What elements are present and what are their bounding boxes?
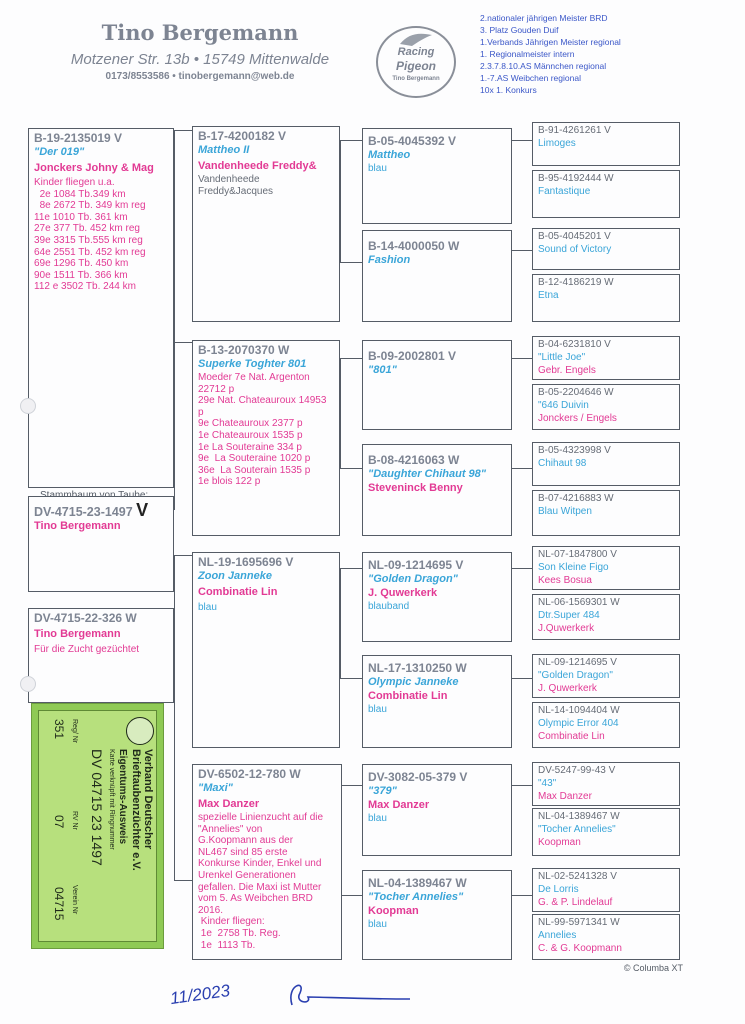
connector-line <box>512 250 532 251</box>
pigeon-name: Son Kleine Figo <box>538 562 609 573</box>
breeder: J. Quwerkerk <box>538 683 597 694</box>
card-subtitle: Karte verknüpft mit Ringnummer <box>108 749 115 850</box>
ring-number: DV-6502-12-780 W <box>198 767 301 781</box>
subject-ring: DV-4715-23-1497 <box>34 505 133 519</box>
grandparent-box <box>192 552 340 748</box>
logo-word-pigeon: Pigeon <box>395 59 436 73</box>
pigeon-name: Zoon Janneke <box>198 570 272 582</box>
connector-line <box>340 140 341 262</box>
feather-color: blau <box>368 704 387 715</box>
connector-line <box>512 678 532 679</box>
ring-number: NL-04-1389467 W <box>368 876 467 890</box>
pigeon-name: Olympic Error 404 <box>538 718 619 729</box>
titles-list <box>480 12 621 96</box>
logo-owner: Tino Bergemann <box>392 76 440 82</box>
pigeon-name: Olympic Janneke <box>368 676 459 688</box>
ring-number: B-14-4000050 W <box>368 239 460 253</box>
ring-number: NL-14-1094404 W <box>538 705 620 716</box>
feather-color: blau <box>368 813 387 824</box>
title-item: 2.nationaler jährigen Meister BRD <box>480 13 608 23</box>
ancestor-box <box>532 762 680 806</box>
ancestor-box <box>532 654 680 698</box>
ancestor-box <box>532 702 680 748</box>
father-offspring-results: Kinder fliegen u.a. 2e 1084 Tb.349 km 8e 2672 Tb. 349 km reg 11e 1010 Tb. 361 km 27e 377 Tb. 452 km reg 39e 3315 Tb.555 km reg 64e 2551 Tb. 452 km reg 69e 1296 Tb. 450 km 90e 1511 Tb. 366 km 112 e 3502 Tb. 244 km <box>34 177 146 293</box>
ancestor-box <box>532 546 680 590</box>
breeder: J.Quwerkerk <box>538 623 595 634</box>
grandparent-box <box>192 340 340 536</box>
software-credit: © Columba XT <box>623 963 683 973</box>
pigeon-name: "646 Duivin <box>538 400 589 411</box>
breeder: Max Danzer <box>368 799 430 811</box>
card-value-verein: 04715 <box>52 887 66 921</box>
father-ring: B-19-2135019 V <box>34 131 123 145</box>
ancestor-box <box>532 274 680 322</box>
ancestor-box <box>532 914 680 960</box>
title-item: 2.3.7.8.10.AS Männchen regional <box>480 61 607 71</box>
breeder-contact: 0173/8553586 • tinobergemann@web.de <box>105 71 295 82</box>
ancestor-box <box>532 384 680 430</box>
breeder: Max Danzer <box>198 798 260 810</box>
connector-line <box>174 342 192 343</box>
connector-line <box>174 555 175 881</box>
connector-line <box>340 262 362 263</box>
pigeon-name: Mattheo II <box>198 144 250 156</box>
father-breeder: Jonckers Johny & Mag <box>34 162 154 174</box>
ring-number: NL-07-1847800 V <box>538 549 617 560</box>
ring-number: B-95-4192444 W <box>538 173 614 184</box>
card-header-verein: Verein Nr <box>71 885 78 915</box>
breeder: Kees Bosua <box>538 575 592 586</box>
title-item: 10x 1. Konkurs <box>480 85 537 95</box>
great-grandparent-box <box>362 340 512 430</box>
breeder: Koopman <box>538 837 581 848</box>
grandparent-box <box>192 764 342 960</box>
card-header-rv: RV Nr <box>71 811 78 830</box>
breeder: Combinatie Lin <box>538 731 605 742</box>
racing-pigeon-logo <box>376 26 456 98</box>
breeder: Koopman <box>368 905 419 917</box>
great-grandparent-box <box>362 870 512 960</box>
pigeon-name: Etna <box>538 290 559 301</box>
subject-sex: V <box>136 500 149 520</box>
connector-line <box>174 880 192 881</box>
subject-breeder: Tino Bergemann <box>34 520 121 532</box>
ownership-card <box>31 703 164 949</box>
connector-line <box>174 130 175 510</box>
great-grandparent-box <box>362 655 512 748</box>
ring-number: B-04-6231810 V <box>538 339 611 350</box>
connector-line <box>512 568 532 569</box>
connector-line <box>340 468 362 469</box>
pigeon-name: Dtr.Super 484 <box>538 610 600 621</box>
pigeon-name: "Golden Dragon" <box>538 670 613 681</box>
ancestor-box <box>532 228 680 270</box>
ancestor-box <box>532 594 680 640</box>
great-grandparent-box <box>362 552 512 642</box>
pigeon-name: "Daughter Chihaut 98" <box>368 468 486 480</box>
ring-number: B-91-4261261 V <box>538 125 611 136</box>
pigeon-name: Mattheo <box>368 149 411 161</box>
pigeon-name: Sound of Victory <box>538 244 612 255</box>
ring-number: B-07-4216883 W <box>538 493 614 504</box>
logo-word-racing: Racing <box>397 46 435 58</box>
pigeon-name: "43" <box>538 778 557 789</box>
breeder-name: Tino Bergemann <box>101 20 299 45</box>
handwritten-signature <box>282 975 422 1015</box>
connector-line <box>512 895 532 896</box>
pigeon-name: Superke Toghter 801 <box>198 358 307 370</box>
ancestor-box <box>532 170 680 218</box>
ring-number: B-05-4045392 V <box>368 134 457 148</box>
ring-number: DV-5247-99-43 V <box>538 765 616 776</box>
breeder: Vandenheede Freddy& <box>198 160 317 172</box>
great-grandparent-box <box>362 444 512 536</box>
connector-line <box>512 140 532 141</box>
ring-number: NL-02-5241328 V <box>538 871 617 882</box>
mother-note: Für die Zucht gezüchtet <box>34 644 140 655</box>
breeder: J. Quwerkerk <box>368 587 438 599</box>
association-emblem-icon <box>126 717 154 745</box>
connector-line <box>174 555 192 556</box>
pigeon-name: "Golden Dragon" <box>368 573 458 585</box>
ring-number: B-08-4216063 W <box>368 453 460 467</box>
ring-number: DV-3082-05-379 V <box>368 770 468 784</box>
card-value-rv: 07 <box>52 815 66 829</box>
pigeon-name: Annelies <box>538 930 577 941</box>
breeder: Max Danzer <box>538 791 592 802</box>
ancestor-box <box>532 442 680 486</box>
connector-line <box>340 140 362 141</box>
ring-number: B-12-4186219 W <box>538 277 614 288</box>
connector-line <box>512 785 532 786</box>
ring-number: B-17-4200182 V <box>198 129 287 143</box>
feather-color: blau <box>368 163 387 174</box>
ring-number: NL-99-5971341 W <box>538 917 620 928</box>
ring-number: NL-09-1214695 V <box>368 558 464 572</box>
feather-color: blau <box>198 602 217 613</box>
handwritten-date: 11/2023 <box>168 980 232 1009</box>
great-grandparent-box <box>362 764 512 856</box>
title-item: 1. Regionalmeister intern <box>480 49 575 59</box>
ancestor-box <box>532 808 680 856</box>
ancestor-box <box>532 490 680 536</box>
great-grandparent-box <box>362 128 512 224</box>
title-item: 3. Platz Gouden Duif <box>480 25 559 35</box>
connector-line <box>340 785 362 786</box>
breeder: Combinatie Lin <box>198 586 278 598</box>
pigeon-name: Blau Witpen <box>538 506 592 517</box>
pigeon-name: Fashion <box>368 254 411 266</box>
card-value-reg: 351 <box>52 719 66 740</box>
ring-number: B-13-2070370 W <box>198 343 290 357</box>
ring-number: NL-09-1214695 V <box>538 657 617 668</box>
connector-line <box>340 358 362 359</box>
notes: spezielle Linienzucht auf die "Annelies" von G.Koopmann aus der NL467 sind 85 erste Konkurse Kinder, Enkel und Urenkel Generationen gefallen. Die Maxi ist Mutter vom 5. As Weibchen BRD 2016. Kinder fliegen: 1e 2758 Tb. Reg. 1e 1113 Tb. <box>198 812 324 951</box>
ring-number: B-05-4323998 V <box>538 445 611 456</box>
connector-line <box>174 130 192 131</box>
card-organization: Verband Deutscher Brieftaubenzüchter e.V. <box>130 749 154 871</box>
breeder: Steveninck Benny <box>368 482 463 494</box>
ancestor-box <box>532 336 680 380</box>
ring-number: B-05-4045201 V <box>538 231 611 242</box>
ancestor-box <box>532 122 680 166</box>
connector-line <box>340 895 362 896</box>
ring-number: NL-19-1695696 V <box>198 555 294 569</box>
ring-number: NL-04-1389467 W <box>538 811 620 822</box>
mother-ring: DV-4715-22-326 W <box>34 611 137 625</box>
ring-number: B-09-2002801 V <box>368 349 457 363</box>
connector-line <box>340 358 341 468</box>
breeder: Combinatie Lin <box>368 690 448 702</box>
title-item: 1.Verbands Jährigen Meister regional <box>480 37 621 47</box>
great-grandparent-box <box>362 230 512 322</box>
breeder: C. & G. Koopmann <box>538 943 622 954</box>
pigeon-name: Fantastique <box>538 186 591 197</box>
pigeon-name: Chihaut 98 <box>538 458 587 469</box>
pigeon-name: "Tocher Annelies" <box>538 824 616 835</box>
punch-hole <box>20 676 36 692</box>
grandparent-box <box>192 126 340 322</box>
ring-number: NL-17-1310250 W <box>368 661 467 675</box>
card-ring-number: DV 04715 23 1497 <box>89 749 105 866</box>
pigeon-name: "Little Joe" <box>538 352 586 363</box>
ring-number: B-05-2204646 W <box>538 387 614 398</box>
connector-line <box>340 568 341 678</box>
card-document-title: Eigentums-Ausweis <box>117 749 128 845</box>
race-results: Moeder 7e Nat. Argenton 22712 p 29e Nat. Chateauroux 14953 p 9e Chateauroux 2377 p 1e Chateauroux 1535 p 1e La Souteraine 334 p 9e La Souteraine 1020 p 36e La Souterain 1535 p 1e blois 122 p <box>198 372 327 488</box>
subject-box <box>28 496 174 592</box>
connector-line <box>512 468 532 469</box>
punch-hole <box>20 398 36 414</box>
father-nickname: "Der 019" <box>34 146 85 158</box>
feather-color: blauband <box>368 601 410 612</box>
breeder: Gebr. Engels <box>538 365 596 376</box>
title-item: 1.-7.AS Weibchen regional <box>480 73 581 83</box>
feather-color: blau <box>368 919 387 930</box>
connector-line <box>340 568 362 569</box>
breeder: Jonckers / Engels <box>538 413 617 424</box>
pigeon-name: "379" <box>368 785 397 797</box>
father-box <box>28 128 174 488</box>
ring-number: NL-06-1569301 W <box>538 597 620 608</box>
connector-line <box>340 678 362 679</box>
pigeon-name: De Lorris <box>538 884 579 895</box>
breeder-address: Motzener Str. 13b • 15749 Mittenwalde <box>70 51 330 68</box>
pigeon-name: "801" <box>368 364 397 376</box>
breeder: G. & P. Lindelauf <box>538 897 613 908</box>
mother-breeder: Tino Bergemann <box>34 628 121 640</box>
card-header-reg: Reg/ Nr <box>71 719 78 744</box>
pigeon-name: "Tocher Annelies" <box>368 891 464 903</box>
connector-line <box>512 358 532 359</box>
notes: Vandenheede Freddy&Jacques <box>198 174 274 197</box>
mother-box <box>28 608 174 703</box>
pigeon-name: "Maxi" <box>198 782 233 794</box>
ancestor-box <box>532 868 680 912</box>
pigeon-name: Limoges <box>538 138 576 149</box>
